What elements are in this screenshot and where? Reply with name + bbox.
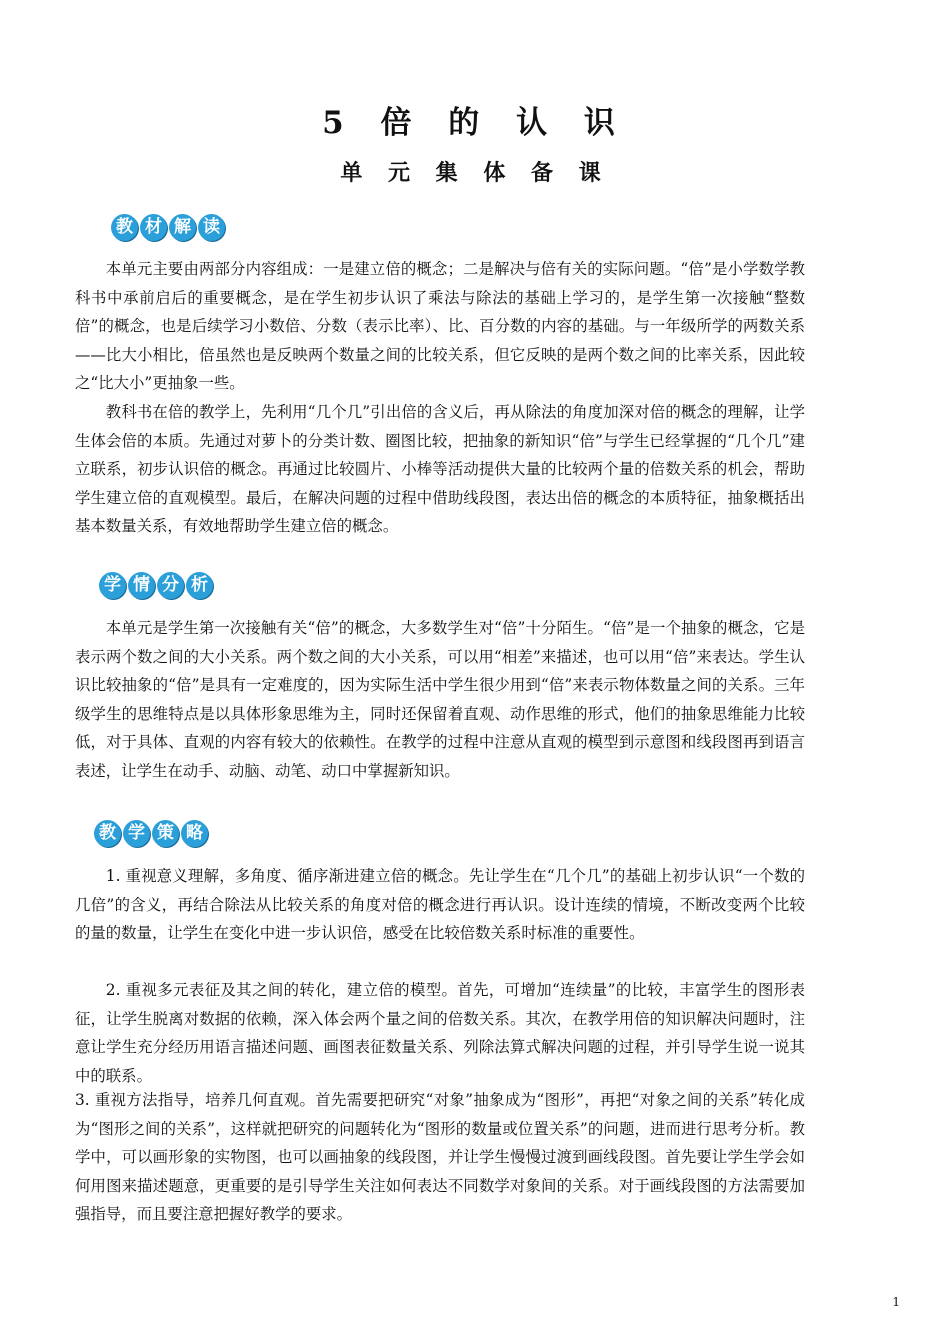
page-title: 5 倍 的 认 识	[322, 105, 628, 141]
page-subtitle: 单 元 集 体 备 课	[340, 160, 610, 186]
page-number: 1	[892, 1295, 900, 1309]
paragraph: 本单元是学生第一次接触有关“倍”的概念，大多数学生对“倍”十分陌生。“倍”是一个抽象的概念，它是表示两个数之间的大小关系。两个数之间的大小关系，可以用“相差”来描述，也可以用“倍”来表达。学生认识比较抽象的“倍”是具有一定难度的，因为实际生活中学生很少用到“倍”来表示物体数量之间的关系。三年级学生的思维特点是以具体形象思维为主，同时还保留着直观、动作思维的形式，他们的抽象思维能力比较低，对于具体、直观的内容有较大的依赖性。在教学的过程中注意从直观的模型到示意图和线段图再到语言表述，让学生在动手、动脑、动笔、动口中掌握新知识。	[75, 619, 805, 780]
badge-char: 教	[94, 820, 121, 847]
paragraph: 教科书在倍的教学上，先利用“几个几”引出倍的含义后，再从除法的角度加深对倍的概念的理解，让学生体会倍的本质。先通过对萝卜的分类计数、圈图比较，把抽象的新知识“倍”与学生已经掌握的“几个几”建立联系，初步认识倍的概念。再通过比较圆片、小棒等活动提供大量的比较两个量的倍数关系的机会，帮助学生建立倍的直观模型。最后，在解决问题的过程中借助线段图，表达出倍的概念的本质特征，抽象概括出基本数量关系，有效地帮助学生建立倍的概念。	[75, 403, 805, 536]
paragraph: 本单元主要由两部分内容组成：一是建立倍的概念；二是解决与倍有关的实际问题。“倍”是小学数学教科书中承前启后的重要概念，是在学生初步认识了乘法与除法的基础上学习的，是学生第一次接触“整数倍”的概念，也是后续学习小数倍、分数（表示比率）、比、百分数的内容的基础。与一年级所学的两数关系——比大小相比，倍虽然也是反映两个数量之间的比较关系，但它反映的是两个数之间的比率关系，因此较之“比大小”更抽象一些。	[75, 260, 805, 393]
badge-char: 学	[123, 820, 150, 847]
section-badge-teaching-strategy	[94, 820, 208, 847]
badge-char: 教	[111, 214, 138, 241]
paragraph: 1. 重视意义理解，多角度、循序渐进建立倍的概念。先让学生在“几个几”的基础上初步认识“一个数的几倍”的含义，再结合除法从比较关系的角度对倍的概念进行再认识。设计连续的情境，不断改变两个比较的量的数量，让学生在变化中进一步认识倍，感受在比较倍数关系时标准的重要性。	[75, 867, 805, 943]
paragraph: 3. 重视方法指导，培养几何直观。首先需要把研究“对象”抽象成为“图形”，再把“对象之间的关系”转化成为“图形之间的关系”，这样就把研究的问题转化为“图形的数量或位置关系”的问题，进而进行思考分析。教学中，可以画形象的实物图，也可以画抽象的线段图，并让学生慢慢过渡到画线段图。首先要让学生学会如何用图来描述题意，更重要的是引导学生关注如何表达不同数学对象间的关系。对于画线段图的方法需要加强指导，而且要注意把握好教学的要求。	[75, 1091, 805, 1224]
badge-char: 析	[186, 572, 213, 599]
badge-char: 策	[152, 820, 179, 847]
paragraph: 2. 重视多元表征及其之间的转化，建立倍的模型。首先，可增加“连续量”的比较，丰富学生的图形表征，让学生脱离对数据的依赖，深入体会两个量之间的倍数关系。其次，在教学用倍的知识解决问题时，注意让学生充分经历用语言描述问题、画图表征数量关系、列除法算式解决问题的过程，并引导学生说一说其中的联系。	[75, 981, 805, 1085]
badge-char: 材	[140, 214, 167, 241]
badge-char: 分	[157, 572, 184, 599]
badge-char: 解	[169, 214, 196, 241]
badge-char: 情	[128, 572, 155, 599]
section-badge-textbook-analysis	[111, 214, 225, 241]
section-badge-student-analysis	[99, 572, 213, 599]
badge-char: 学	[99, 572, 126, 599]
badge-char: 略	[181, 820, 208, 847]
badge-char: 读	[198, 214, 225, 241]
